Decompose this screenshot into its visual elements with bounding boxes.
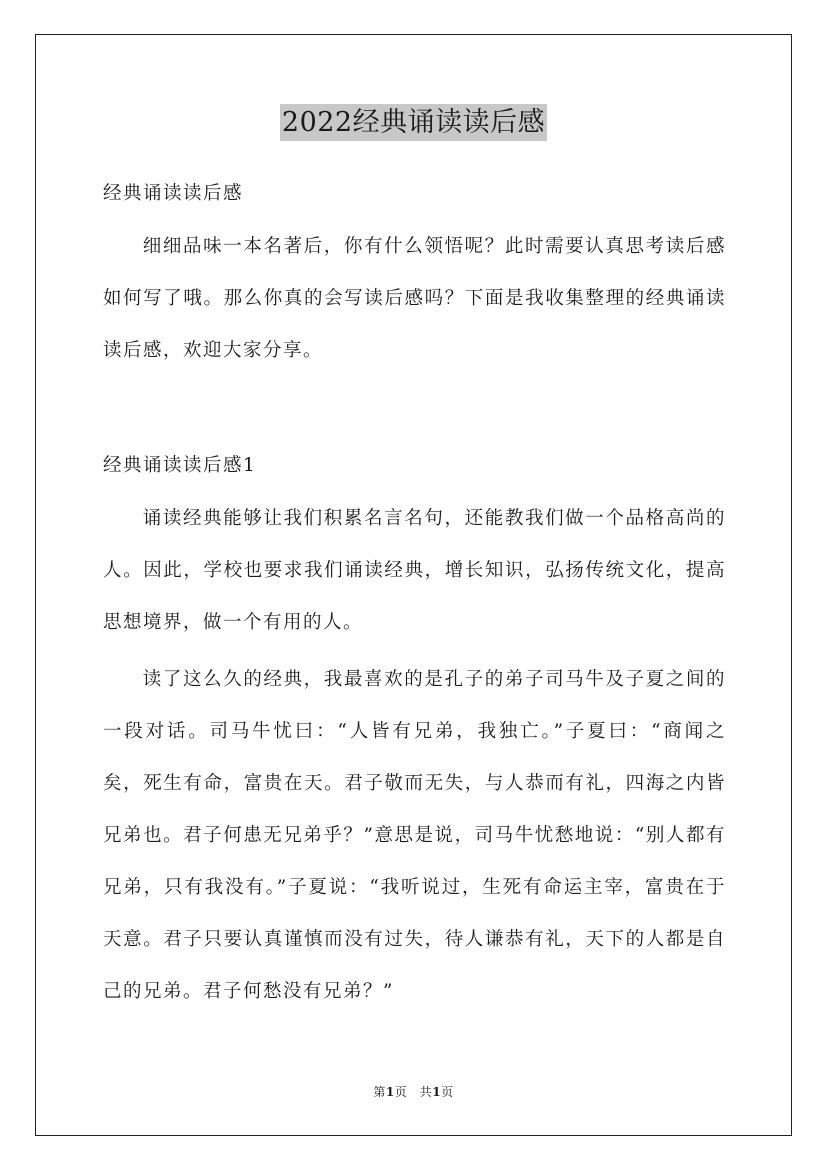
footer-page-total: 1	[432, 1085, 442, 1099]
intro-paragraph: 细细品味一本名著后，你有什么领悟呢？此时需要认真思考读后感如何写了哦。那么你真的会写读后感吗？下面是我收集整理的经典诵读读后感，欢迎大家分享。	[103, 236, 726, 361]
section-heading-intro: 经典诵读读后感	[103, 183, 244, 204]
title-container	[0, 104, 827, 141]
footer-page-mid: 页 共	[394, 1085, 433, 1099]
footer-page-suffix: 页	[441, 1085, 454, 1099]
section-heading-essay-1: 经典诵读读后感1	[103, 455, 257, 476]
footer-page-current: 1	[385, 1085, 395, 1099]
page-footer	[0, 1083, 827, 1100]
footer-page-prefix: 第	[373, 1085, 386, 1099]
document-title: 2022经典诵读读后感	[280, 104, 547, 141]
essay-paragraph-2: 读了这么久的经典，我最喜欢的是孔子的弟子司马牛及子夏之间的一段对话。司马牛忧曰：“人皆有兄弟，我独亡。”子夏曰：“商闻之矣，死生有命，富贵在天。君子敬而无失，与人恭而有礼，四海之内皆兄弟也。君子何患无兄弟乎？”意思是说，司马牛忧愁地说：“别人都有兄弟，只有我没有。”子夏说：“我听说过，生死有命运主宰，富贵在于天意。君子只要认真谨慎而没有过失，待人谦恭有礼，天下的人都是自己的兄弟。君子何愁没有兄弟？”	[103, 669, 726, 1002]
essay-paragraph-1: 诵读经典能够让我们积累名言名句，还能教我们做一个品格高尚的人。因此，学校也要求我们诵读经典，增长知识，弘扬传统文化，提高思想境界，做一个有用的人。	[103, 508, 726, 633]
